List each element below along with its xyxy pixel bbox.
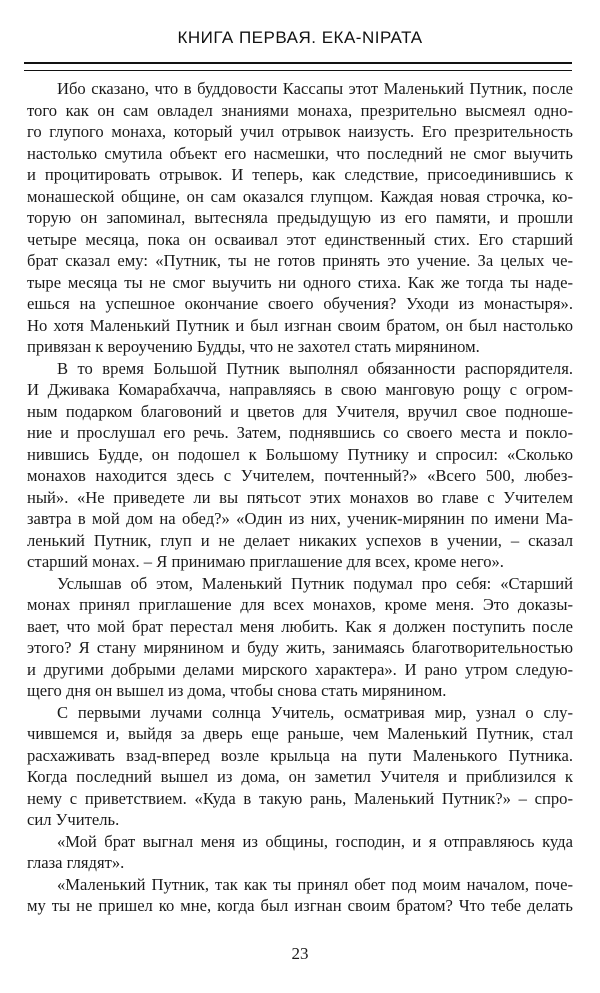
text-line: привязан к вероучению Будды, что не захотел стать мирянином.	[27, 337, 480, 356]
header-rule-thin	[24, 70, 572, 71]
paragraph	[27, 874, 573, 917]
text-line: Когда последний вышел из дома, он заметил Учителя и приблизился к	[27, 767, 573, 786]
text-line: Ибо сказано, что в буддовости Кассапы этот Маленький Путник, после	[57, 79, 573, 98]
text-line: вает, что мой брат перестал меня любить. Как я должен поступить после	[27, 616, 573, 636]
text-line: «Маленький Путник, так как ты принял обет под моим началом, поче-	[57, 874, 573, 894]
text-line: нему с приветствием. «Куда в такую рань, Маленький Путник?» – спро-	[27, 788, 573, 808]
text-line: С первыми лучами солнца Учитель, осматривая мир, узнал о слу-	[57, 702, 573, 722]
paragraph	[27, 78, 573, 358]
text-line: нившись Будде, он подошел к Большому Путнику и спросил: «Сколько	[27, 444, 573, 464]
text-line: му ты не пришел ко мне, когда был изгнан своим братом? Что тебе делать	[27, 896, 573, 915]
text-line: завтра в мой дом на обед?» «Один из них, ученик-мирянин по имени Ма-	[27, 509, 573, 528]
text-line: торую он запоминал, вытесняла предыдущую из его памяти, и прошли	[27, 208, 573, 227]
text-line: щего дня он вышел из дома, чтобы снова стать мирянином.	[27, 681, 447, 700]
text-line: и процитировать отрывок. И теперь, как следствие, присоединившись к	[27, 165, 573, 184]
text-line: этого? Я стану мирянином и буду жить, занимаясь благотворительностью	[27, 638, 573, 657]
text-line: тыре месяца ты не смог выучить ни одного стиха. Как же тогда ты наде-	[27, 272, 573, 292]
text-line: Услышав об этом, Маленький Путник подумал про себя: «Старший	[57, 573, 573, 593]
text-line: «Мой брат выгнал меня из общины, господин, и я отправляюсь куда	[57, 831, 573, 851]
text-line: сил Учитель.	[27, 810, 120, 829]
text-line: ный». «Не приведете ли вы пятьсот этих монахов во главе с Учителем	[27, 487, 573, 507]
text-line: четыре месяца, пока он осваивал этот единственный стих. Его старший	[27, 229, 573, 249]
text-line: го глупого монаха, который учил отрывок наизусть. Его презрительность	[27, 122, 573, 141]
running-head: КНИГА ПЕРВАЯ. ЕКА-NIPATA	[177, 28, 423, 47]
paragraph	[27, 831, 573, 874]
text-line: брат сказал ему: «Путник, ты не готов принять это учение. За целых че-	[27, 251, 573, 270]
paragraph	[27, 358, 573, 573]
paragraph	[27, 702, 573, 831]
text-line: монахов находится здесь с Учителем, почтенный?» «Всего 500, любез-	[27, 466, 573, 485]
text-line: глаза глядят».	[27, 853, 125, 872]
text-line: расхаживать взад-вперед возле крыльца на пути Маленького Путника.	[27, 745, 573, 765]
header-rule-thick	[24, 62, 572, 64]
text-line: ным подарком благовоний и цветов для Учителя, вручил свое подноше-	[27, 401, 573, 421]
paragraph	[27, 573, 573, 702]
text-line: монашеской общине, он сам оказался глупцом. Каждая новая строчка, ко-	[27, 186, 573, 206]
page-number: 23	[291, 944, 309, 963]
text-line: ние и прослушал его речь. Затем, поднявшись со своего места и покло-	[27, 423, 573, 442]
text-line: чившемся и, выйдя за дверь еще раньше, чем Маленький Путник, стал	[27, 724, 573, 743]
text-line: монах принял приглашение для всех монахов, кроме меня. Это доказы-	[27, 595, 573, 614]
text-line: Но хотя Маленький Путник и был изгнан своим братом, он был настолько	[27, 315, 573, 335]
text-line: В то время Большой Путник выполнял обязанности распорядителя.	[57, 358, 573, 378]
text-line: того как он сам овладел знаниями монаха, презрительно высмеял одно-	[27, 100, 573, 120]
text-line: ленький Путник, глуп и не делает никаких успехов в учении, – сказал	[27, 530, 573, 550]
text-line: настолько смутила объект его насмешки, что последний не смог выучить	[27, 143, 573, 163]
text-line: И Дживака Комарабхачча, направляясь в свою манговую рощу с огром-	[27, 380, 573, 399]
text-line: и другими добрыми делами мирского характера». И рано утром следую-	[27, 659, 573, 679]
text-line: старший монах. – Я принимаю приглашение для всех, кроме него».	[27, 552, 504, 571]
text-line: ешься на успешное окончание своего обучения? Уходи из монастыря».	[27, 294, 573, 313]
body-text	[27, 78, 573, 917]
